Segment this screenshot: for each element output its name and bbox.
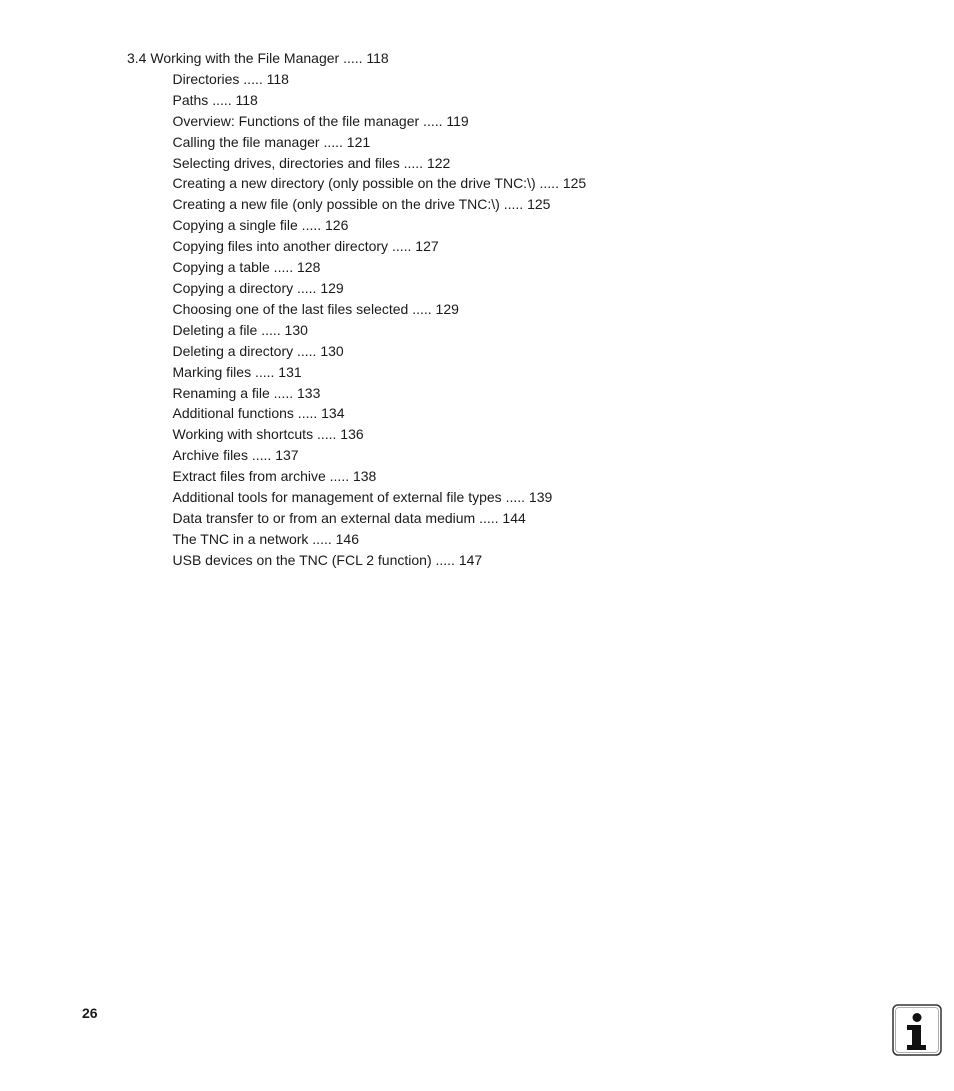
toc-entry: Choosing one of the last files selected ..... 129 xyxy=(172,300,459,317)
toc-entry: Copying files into another directory ..... 127 xyxy=(172,238,439,255)
toc-section-heading: 3.4 Working with the File Manager ..... 118 xyxy=(127,50,389,66)
toc-entry: Extract files from archive ..... 138 xyxy=(172,468,377,485)
info-icon xyxy=(892,1004,942,1056)
toc-entry: Directories ..... 118 xyxy=(172,70,289,87)
toc-entry: Copying a directory ..... 129 xyxy=(172,279,344,296)
toc-entry: Calling the file manager ..... 121 xyxy=(172,133,371,150)
toc-entry: Marking files ..... 131 xyxy=(172,363,302,380)
toc-entry: Creating a new file (only possible on the drive TNC:\) ..... 125 xyxy=(172,196,551,213)
toc-entry: Archive files ..... 137 xyxy=(172,447,299,464)
toc-entry: Deleting a file ..... 130 xyxy=(172,321,308,338)
toc-entry: Additional functions ..... 134 xyxy=(172,405,345,422)
toc-entry: Copying a single file ..... 126 xyxy=(172,217,349,234)
page-number: 26 xyxy=(82,1005,98,1021)
toc-entry: USB devices on the TNC (FCL 2 function) ..... 147 xyxy=(172,551,483,568)
toc-entry: Data transfer to or from an external data medium ..... 144 xyxy=(172,509,526,526)
table-of-contents xyxy=(127,48,586,571)
toc-entry: Working with shortcuts ..... 136 xyxy=(172,426,364,443)
toc-entry: Selecting drives, directories and files ..... 122 xyxy=(172,154,451,171)
toc-entry: Renaming a file ..... 133 xyxy=(172,384,321,401)
toc-entry: Copying a table ..... 128 xyxy=(172,259,321,276)
toc-entry: The TNC in a network ..... 146 xyxy=(172,530,359,547)
toc-entry: Additional tools for management of external file types ..... 139 xyxy=(172,489,553,506)
toc-entry: Paths ..... 118 xyxy=(172,91,258,108)
toc-entry: Deleting a directory ..... 130 xyxy=(172,342,344,359)
toc-entry: Overview: Functions of the file manager ..... 119 xyxy=(172,112,469,129)
toc-entry: Creating a new directory (only possible on the drive TNC:\) ..... 125 xyxy=(172,175,587,192)
